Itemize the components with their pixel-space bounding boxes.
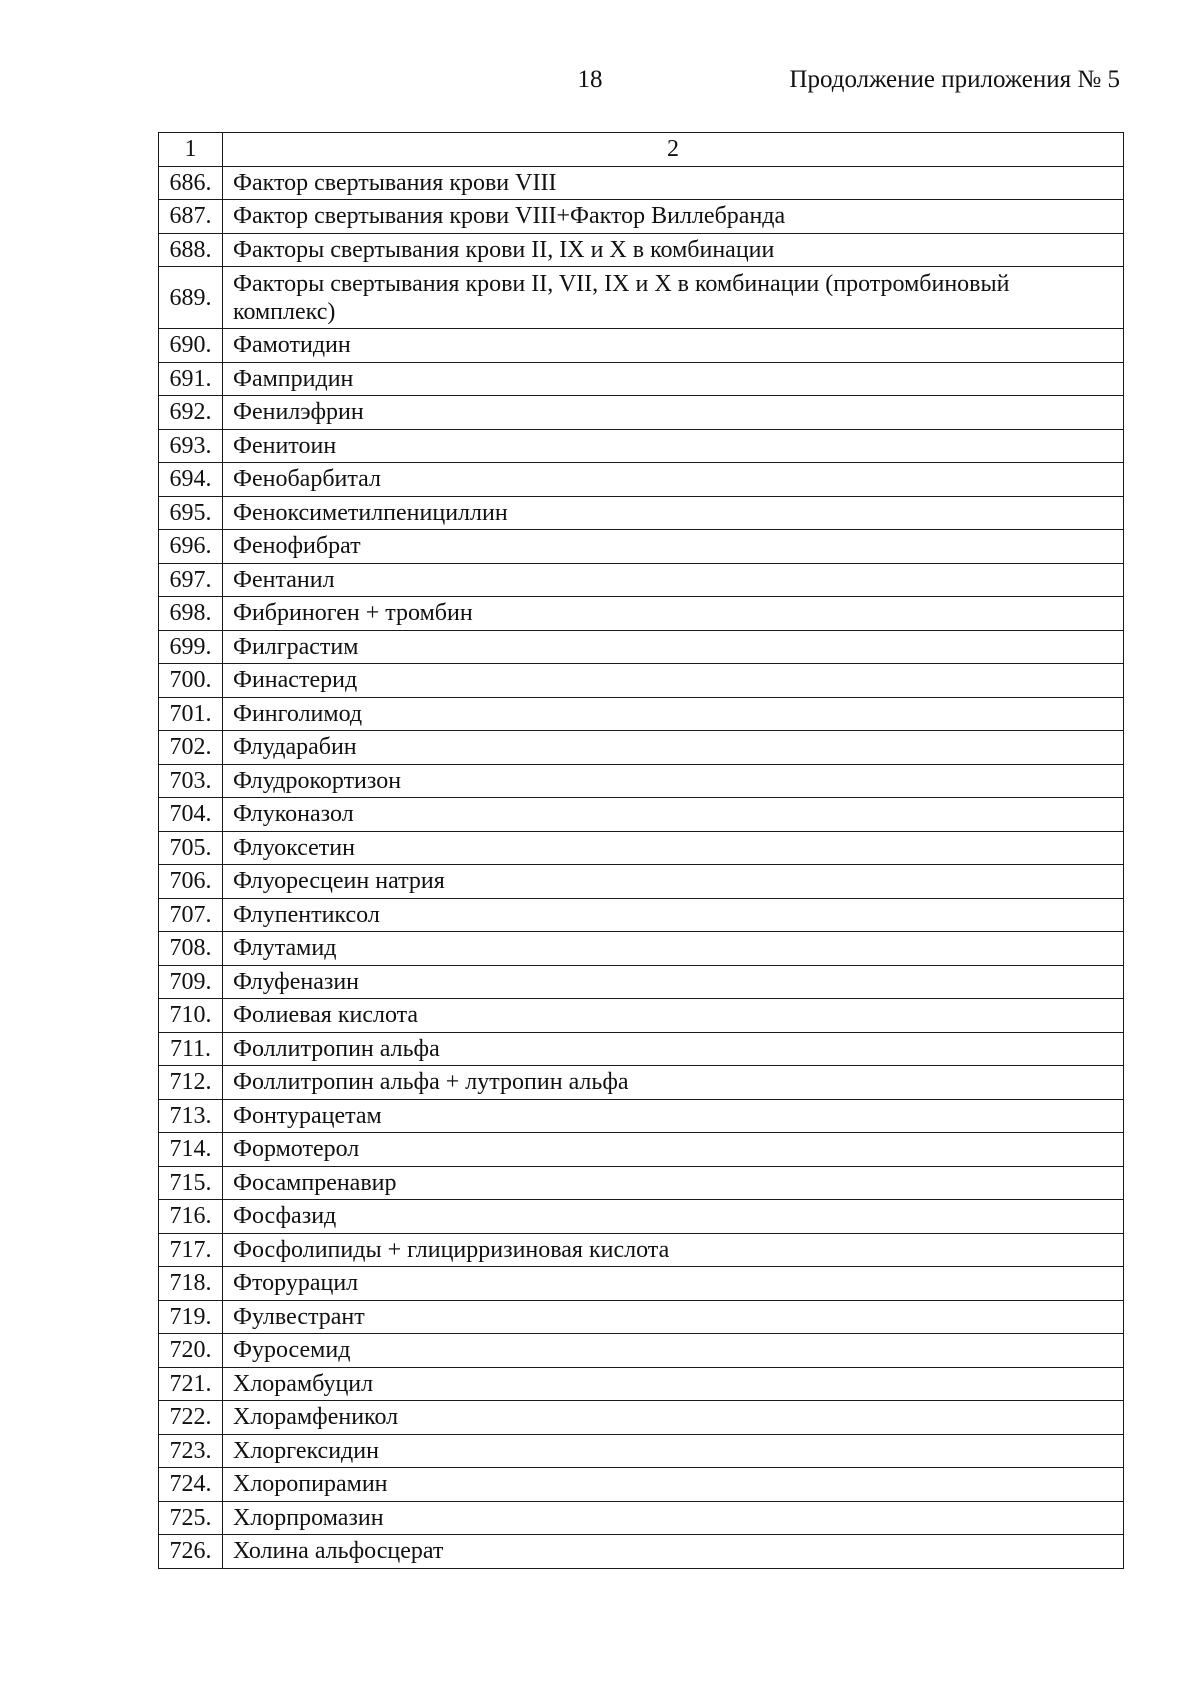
substance-name: Флударабин — [223, 731, 1124, 765]
row-number: 694. — [159, 463, 223, 497]
table-row — [159, 1267, 1124, 1301]
row-number: 725. — [159, 1501, 223, 1535]
appendix-heading: Продолжение приложения № 5 — [789, 66, 1120, 93]
table-row — [159, 1133, 1124, 1167]
table-row — [159, 697, 1124, 731]
substance-name: Хлоропирамин — [223, 1468, 1124, 1502]
substance-name: Флупентиксол — [223, 898, 1124, 932]
row-number: 686. — [159, 166, 223, 200]
column-header-name: 2 — [223, 133, 1124, 167]
substance-name: Фоллитропин альфа — [223, 1032, 1124, 1066]
substance-name: Флуконазол — [223, 798, 1124, 832]
table-row — [159, 1468, 1124, 1502]
row-number: 720. — [159, 1334, 223, 1368]
substance-name: Финастерид — [223, 664, 1124, 698]
substance-name: Фибриноген + тромбин — [223, 597, 1124, 631]
table-row — [159, 1200, 1124, 1234]
row-number: 716. — [159, 1200, 223, 1234]
table-row — [159, 1233, 1124, 1267]
substance-name: Хлорамфеникол — [223, 1401, 1124, 1435]
table-row — [159, 1367, 1124, 1401]
row-number: 724. — [159, 1468, 223, 1502]
row-number: 712. — [159, 1066, 223, 1100]
table-header-row — [159, 133, 1124, 167]
row-number: 689. — [159, 267, 223, 329]
row-number: 690. — [159, 329, 223, 363]
row-number: 693. — [159, 429, 223, 463]
substance-name: Формотерол — [223, 1133, 1124, 1167]
table-row — [159, 396, 1124, 430]
table-row — [159, 630, 1124, 664]
substance-name: Феноксиметилпенициллин — [223, 496, 1124, 530]
row-number: 723. — [159, 1434, 223, 1468]
row-number: 717. — [159, 1233, 223, 1267]
table-row — [159, 898, 1124, 932]
substance-name: Фосампренавир — [223, 1166, 1124, 1200]
table-row — [159, 1032, 1124, 1066]
table-row — [159, 764, 1124, 798]
row-number: 721. — [159, 1367, 223, 1401]
row-number: 699. — [159, 630, 223, 664]
substance-name: Фторурацил — [223, 1267, 1124, 1301]
table-row — [159, 1401, 1124, 1435]
page-number: 18 — [577, 66, 603, 93]
row-number: 718. — [159, 1267, 223, 1301]
table-row — [159, 831, 1124, 865]
table-row — [159, 664, 1124, 698]
substance-name: Фамотидин — [223, 329, 1124, 363]
table-row — [159, 1434, 1124, 1468]
table-row — [159, 200, 1124, 234]
table-row — [159, 1334, 1124, 1368]
table-row — [159, 865, 1124, 899]
table-row — [159, 329, 1124, 363]
row-number: 722. — [159, 1401, 223, 1435]
substance-name: Финголимод — [223, 697, 1124, 731]
row-number: 695. — [159, 496, 223, 530]
table-row — [159, 429, 1124, 463]
table-row — [159, 166, 1124, 200]
substance-name: Флудрокортизон — [223, 764, 1124, 798]
substance-name: Фулвестрант — [223, 1300, 1124, 1334]
substance-name: Флуоксетин — [223, 831, 1124, 865]
row-number: 706. — [159, 865, 223, 899]
row-number: 698. — [159, 597, 223, 631]
row-number: 701. — [159, 697, 223, 731]
table-body — [159, 133, 1124, 1569]
table-row — [159, 1535, 1124, 1569]
table-row — [159, 999, 1124, 1033]
row-number: 696. — [159, 530, 223, 564]
row-number: 710. — [159, 999, 223, 1033]
table-row — [159, 463, 1124, 497]
substance-name: Хлорпромазин — [223, 1501, 1124, 1535]
substance-name: Факторы свертывания крови II, VII, IX и X в комбинации (протромбиновый комплекс) — [223, 267, 1124, 329]
table-row — [159, 267, 1124, 329]
row-number: 711. — [159, 1032, 223, 1066]
row-number: 708. — [159, 932, 223, 966]
substance-name: Фолиевая кислота — [223, 999, 1124, 1033]
row-number: 715. — [159, 1166, 223, 1200]
row-number: 691. — [159, 362, 223, 396]
table-row — [159, 1501, 1124, 1535]
substance-name: Хлорамбуцил — [223, 1367, 1124, 1401]
row-number: 692. — [159, 396, 223, 430]
table-row — [159, 496, 1124, 530]
substance-name: Фентанил — [223, 563, 1124, 597]
table-row — [159, 597, 1124, 631]
row-number: 707. — [159, 898, 223, 932]
row-number: 713. — [159, 1099, 223, 1133]
column-header-number: 1 — [159, 133, 223, 167]
substance-name: Фонтурацетам — [223, 1099, 1124, 1133]
row-number: 705. — [159, 831, 223, 865]
row-number: 719. — [159, 1300, 223, 1334]
substance-name: Флуфеназин — [223, 965, 1124, 999]
row-number: 726. — [159, 1535, 223, 1569]
substance-name: Флутамид — [223, 932, 1124, 966]
table-row — [159, 965, 1124, 999]
table-row — [159, 1166, 1124, 1200]
row-number: 688. — [159, 233, 223, 267]
row-number: 703. — [159, 764, 223, 798]
table-row — [159, 731, 1124, 765]
table-row — [159, 932, 1124, 966]
substance-name: Фампридин — [223, 362, 1124, 396]
row-number: 687. — [159, 200, 223, 234]
substance-name: Фосфазид — [223, 1200, 1124, 1234]
substances-table — [158, 132, 1124, 1569]
table-row — [159, 563, 1124, 597]
substance-name: Факторы свертывания крови II, IX и X в комбинации — [223, 233, 1124, 267]
table-row — [159, 1099, 1124, 1133]
row-number: 704. — [159, 798, 223, 832]
table-row — [159, 1300, 1124, 1334]
table-row — [159, 798, 1124, 832]
table-row — [159, 362, 1124, 396]
substance-name: Фактор свертывания крови VIII — [223, 166, 1124, 200]
substance-name: Фенитоин — [223, 429, 1124, 463]
substance-name: Фуросемид — [223, 1334, 1124, 1368]
table-row — [159, 1066, 1124, 1100]
row-number: 709. — [159, 965, 223, 999]
substance-name: Фосфолипиды + глицирризиновая кислота — [223, 1233, 1124, 1267]
substance-name: Фактор свертывания крови VIII+Фактор Виллебранда — [223, 200, 1124, 234]
substance-name: Флуоресцеин натрия — [223, 865, 1124, 899]
substance-name: Фенофибрат — [223, 530, 1124, 564]
substance-name: Фенилэфрин — [223, 396, 1124, 430]
row-number: 700. — [159, 664, 223, 698]
row-number: 702. — [159, 731, 223, 765]
substance-name: Фенобарбитал — [223, 463, 1124, 497]
row-number: 697. — [159, 563, 223, 597]
substance-name: Хлоргексидин — [223, 1434, 1124, 1468]
table-row — [159, 530, 1124, 564]
substance-name: Филграстим — [223, 630, 1124, 664]
table-row — [159, 233, 1124, 267]
substance-name: Холина альфосцерат — [223, 1535, 1124, 1569]
row-number: 714. — [159, 1133, 223, 1167]
substance-name: Фоллитропин альфа + лутропин альфа — [223, 1066, 1124, 1100]
